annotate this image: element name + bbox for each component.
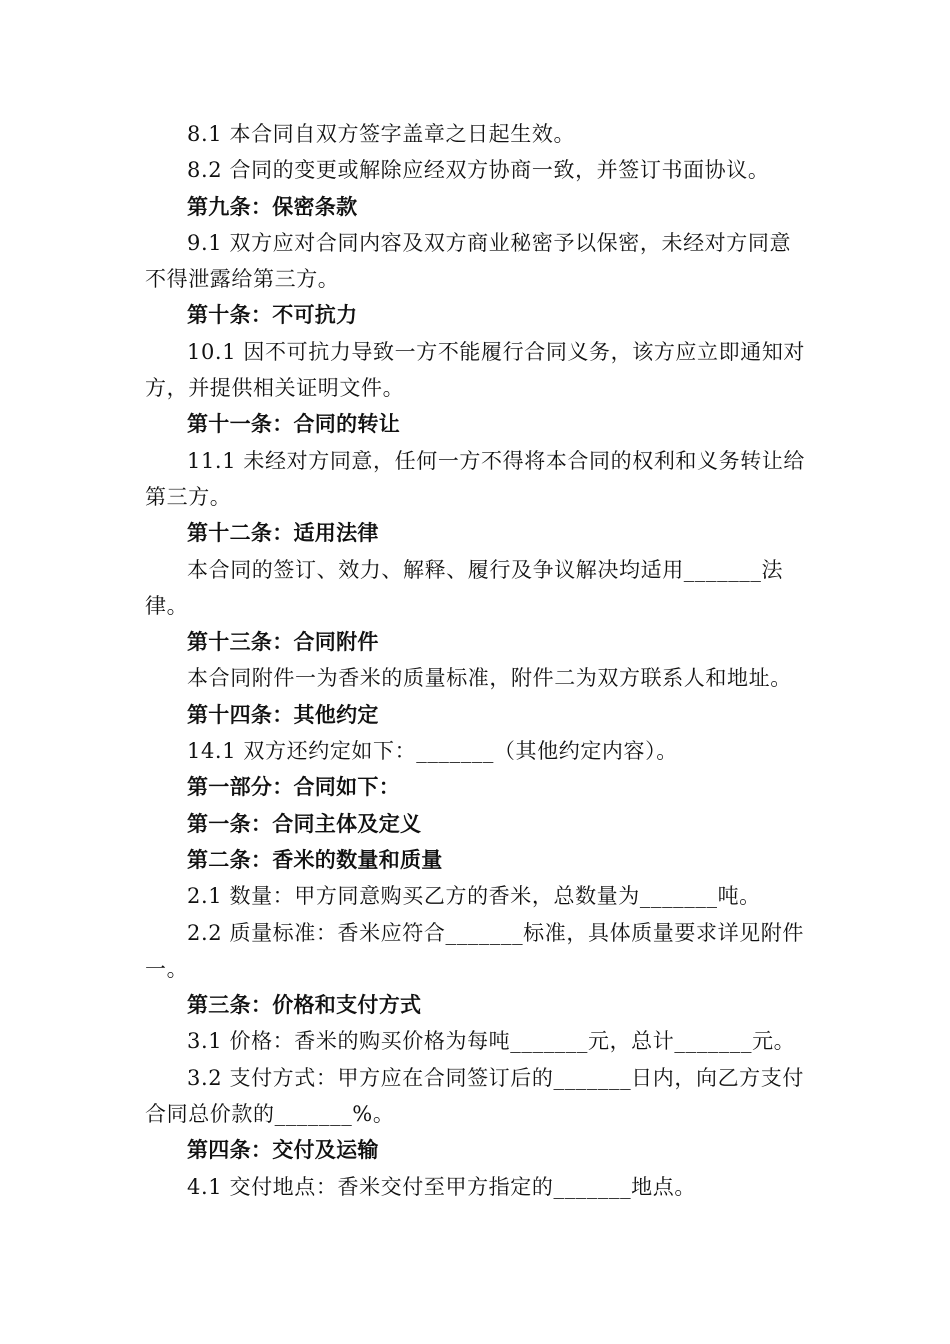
part-1-heading: 第一部分：合同如下：	[187, 775, 400, 800]
article-11-heading: 第十一条：合同的转让	[187, 412, 400, 437]
article-3-heading: 第三条：价格和支付方式	[187, 993, 422, 1018]
article-2-heading: 第二条：香米的数量和质量	[187, 847, 443, 872]
article-10-heading: 第十条：不可抗力	[187, 303, 358, 328]
article-12-heading: 第十二条：适用法律	[187, 521, 379, 546]
article-14-heading: 第十四条：其他约定	[187, 702, 379, 727]
clause-11-1: 11.1 未经对方同意，任何一方不得将本合同的权利和义务转让给第三方。	[145, 448, 806, 509]
clause-2-2: 2.2 质量标准：香米应符合_______标准，具体质量要求详见附件一。	[145, 920, 804, 981]
article-13-heading: 第十三条：合同附件	[187, 630, 379, 655]
clause-14-1: 14.1 双方还约定如下：_______（其他约定内容）。	[187, 739, 678, 764]
clause-8-2: 8.2 合同的变更或解除应经双方协商一致，并签订书面协议。	[187, 158, 770, 183]
clause-8-1: 8.1 本合同自双方签字盖章之日起生效。	[187, 122, 576, 146]
clause-3-1: 3.1 价格：香米的购买价格为每吨_______元，总计_______元。	[187, 1029, 796, 1054]
clause-4-1: 4.1 交付地点：香米交付至甲方指定的_______地点。	[187, 1174, 696, 1199]
article-1-heading: 第一条：合同主体及定义	[187, 811, 422, 836]
article-4-heading: 第四条：交付及运输	[187, 1138, 379, 1163]
contract-body	[145, 116, 810, 1205]
clause-13-text: 本合同附件一为香米的质量标准，附件二为双方联系人和地址。	[187, 666, 792, 691]
clause-10-1: 10.1 因不可抗力导致一方不能履行合同义务，该方应立即通知对方，并提供相关证明文件。	[145, 339, 806, 401]
clause-3-2: 3.2 支付方式：甲方应在合同签订后的_______日内，向乙方支付合同总价款的_______%。	[145, 1065, 804, 1127]
clause-9-1: 9.1 双方应对合同内容及双方商业秘密予以保密，未经对方同意不得泄露给第三方。	[145, 230, 792, 292]
article-9-heading: 第九条：保密条款	[187, 194, 358, 219]
clause-12-text: 本合同的签订、效力、解释、履行及争议解决均适用_______法律。	[145, 557, 784, 618]
clause-2-1: 2.1 数量：甲方同意购买乙方的香米，总数量为_______吨。	[187, 884, 761, 909]
